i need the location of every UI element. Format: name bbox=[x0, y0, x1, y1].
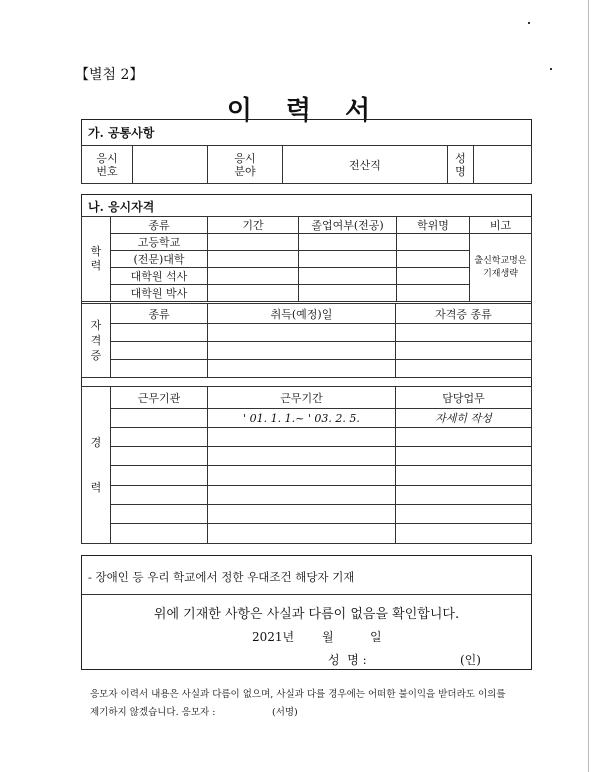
edu-row-period[interactable] bbox=[208, 234, 299, 251]
date-year: 2021년 bbox=[252, 630, 295, 644]
date-month: 월 bbox=[322, 630, 334, 644]
career-row-period[interactable] bbox=[208, 466, 396, 485]
edu-row-degree[interactable] bbox=[397, 285, 470, 302]
exam-number-label: 응시 번호 bbox=[82, 146, 133, 184]
career-table bbox=[81, 386, 532, 544]
exam-number-field[interactable] bbox=[133, 146, 208, 184]
career-row-duty[interactable] bbox=[396, 504, 532, 523]
edu-row-type: 대학원 박사 bbox=[111, 285, 208, 302]
edu-row-graduation[interactable] bbox=[299, 234, 397, 251]
cert-row-name[interactable] bbox=[396, 324, 532, 342]
cert-row-date[interactable] bbox=[208, 324, 396, 342]
edu-row-type: (전문)대학 bbox=[111, 251, 208, 268]
name-label: 성 명 bbox=[448, 146, 474, 184]
edu-row-degree[interactable] bbox=[397, 268, 470, 285]
career-row-duty[interactable] bbox=[396, 523, 532, 543]
field-value: 전산직 bbox=[283, 146, 448, 184]
career-row-duty[interactable] bbox=[396, 466, 532, 485]
cert-row-name[interactable] bbox=[396, 342, 532, 360]
career-row-period[interactable] bbox=[208, 523, 396, 543]
common-info-section bbox=[81, 119, 532, 184]
cert-row-date[interactable] bbox=[208, 342, 396, 360]
footer-line-1: 응모자 이력서 내용은 사실과 다름이 없으며, 사실과 다를 경우에는 어떠한 불이익을 받더라도 이의를 bbox=[90, 689, 506, 700]
edu-row-degree[interactable] bbox=[397, 251, 470, 268]
cert-row-type[interactable] bbox=[111, 342, 208, 360]
scan-dot bbox=[550, 68, 552, 70]
section-b-title: 나. 응시자격 bbox=[88, 200, 155, 214]
edu-row-type: 대학원 석사 bbox=[111, 268, 208, 285]
education-table bbox=[81, 216, 532, 302]
career-row-period[interactable] bbox=[208, 428, 396, 447]
scan-dot bbox=[528, 22, 530, 24]
career-col-period: 근무기간 bbox=[208, 387, 396, 409]
preference-note: - 장애인 등 우리 학교에서 정한 우대조건 해당자 기재 bbox=[88, 570, 355, 584]
edu-col-note: 비고 bbox=[470, 217, 532, 234]
divider bbox=[82, 594, 531, 595]
education-side-label: 학 력 bbox=[82, 217, 111, 302]
name-field[interactable] bbox=[474, 146, 532, 184]
career-col-org: 근무기관 bbox=[111, 387, 208, 409]
edu-col-degree: 학위명 bbox=[397, 217, 470, 234]
edu-col-type: 종류 bbox=[111, 217, 208, 234]
edu-row-period[interactable] bbox=[208, 268, 299, 285]
career-row-org[interactable] bbox=[111, 504, 208, 523]
career-row-period[interactable] bbox=[208, 447, 396, 466]
career-col-duty: 담당업무 bbox=[396, 387, 532, 409]
career-row-duty[interactable] bbox=[396, 447, 532, 466]
confirmation-text: 위에 기재한 사항은 사실과 다름이 없음을 확인합니다. bbox=[153, 607, 460, 622]
edu-row-type: 고등학교 bbox=[111, 234, 208, 251]
career-row-org[interactable] bbox=[111, 428, 208, 447]
cert-row-name[interactable] bbox=[396, 360, 532, 378]
career-row-org[interactable] bbox=[111, 466, 208, 485]
edu-col-period: 기간 bbox=[208, 217, 299, 234]
document-title: 이력서 bbox=[226, 96, 405, 126]
date-day: 일 bbox=[370, 630, 382, 644]
career-row-org[interactable] bbox=[111, 409, 208, 428]
edu-row-graduation[interactable] bbox=[299, 251, 397, 268]
edu-col-graduation: 졸업여부(전공) bbox=[299, 217, 397, 234]
cert-col-date: 취득(예정)일 bbox=[208, 304, 396, 324]
qualification-section bbox=[81, 194, 532, 544]
edu-note-text: 출신학교명은 기재생략 bbox=[470, 234, 532, 302]
career-row-period[interactable] bbox=[208, 504, 396, 523]
confirmation-section bbox=[81, 555, 532, 670]
signature-label: 성 명 : bbox=[328, 653, 367, 667]
seal-mark: (인) bbox=[460, 653, 481, 667]
career-row-duty[interactable] bbox=[396, 485, 532, 504]
career-row-org[interactable] bbox=[111, 523, 208, 543]
section-a-title: 가. 공통사항 bbox=[88, 126, 155, 140]
career-example-period: ' 01. 1. 1.~ ' 03. 2. 5. bbox=[208, 409, 396, 428]
cert-col-type: 종류 bbox=[111, 304, 208, 324]
career-side-label: 경 력 bbox=[82, 387, 111, 544]
common-info-table bbox=[81, 145, 532, 184]
edu-row-degree[interactable] bbox=[397, 234, 470, 251]
edu-row-graduation[interactable] bbox=[299, 285, 397, 302]
footer-sign: (서명) bbox=[272, 707, 298, 718]
career-row-org[interactable] bbox=[111, 447, 208, 466]
career-row-org[interactable] bbox=[111, 485, 208, 504]
cert-row-type[interactable] bbox=[111, 324, 208, 342]
edu-row-period[interactable] bbox=[208, 285, 299, 302]
attachment-label: 【별첨 2】 bbox=[75, 67, 144, 83]
edu-row-graduation[interactable] bbox=[299, 268, 397, 285]
field-label: 응시 분야 bbox=[208, 146, 283, 184]
career-example-duty: 자세히 작성 bbox=[396, 409, 532, 428]
certificate-table bbox=[81, 303, 532, 378]
footer-line-2: 제기하지 않겠습니다. 응모자 : bbox=[90, 707, 216, 718]
edu-row-period[interactable] bbox=[208, 251, 299, 268]
career-row-duty[interactable] bbox=[396, 428, 532, 447]
cert-col-name: 자격증 종류 bbox=[396, 304, 532, 324]
cert-row-type[interactable] bbox=[111, 360, 208, 378]
cert-row-date[interactable] bbox=[208, 360, 396, 378]
career-row-period[interactable] bbox=[208, 485, 396, 504]
scan-edge-line bbox=[588, 0, 589, 772]
certificate-side-label: 자 격 증 bbox=[82, 304, 111, 378]
